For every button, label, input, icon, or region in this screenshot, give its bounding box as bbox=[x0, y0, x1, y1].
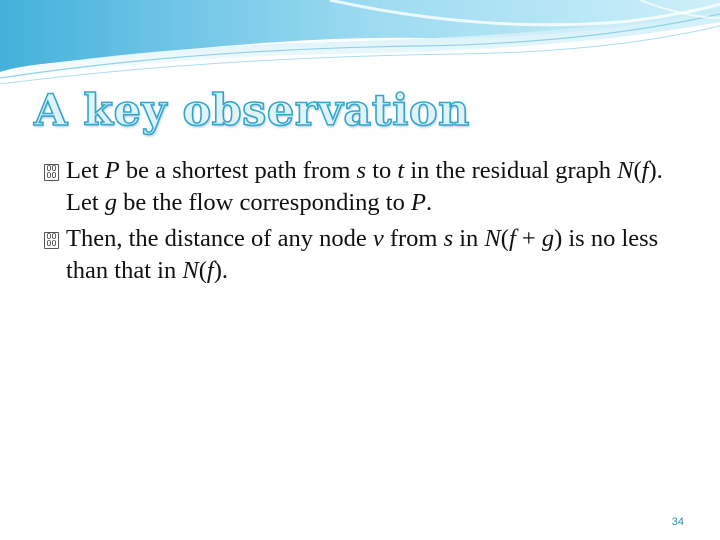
text-run: ) is no less than that in bbox=[66, 225, 659, 284]
page-number: 34 bbox=[671, 516, 684, 528]
slide-title: A key observation bbox=[34, 86, 470, 136]
text-run: be a shortest path from bbox=[119, 157, 357, 184]
math-symbol: N bbox=[484, 225, 501, 252]
math-symbol: f bbox=[641, 157, 649, 184]
math-symbol: t bbox=[397, 157, 405, 184]
bullet-text bbox=[66, 157, 663, 216]
text-run: from bbox=[383, 225, 444, 252]
math-symbol: f bbox=[508, 225, 516, 252]
math-symbol: s bbox=[356, 157, 367, 184]
math-symbol: s bbox=[443, 225, 454, 252]
text-run: ). Let bbox=[66, 157, 663, 216]
bullet-item bbox=[44, 223, 684, 287]
math-symbol: f bbox=[206, 257, 214, 284]
header-wave-decoration bbox=[0, 0, 720, 90]
math-symbol: P bbox=[410, 189, 426, 216]
missing-glyph-bullet-icon: 00 00 bbox=[44, 164, 59, 181]
math-symbol: N bbox=[182, 257, 199, 284]
text-run: in the residual graph bbox=[404, 157, 618, 184]
text-run: ( bbox=[633, 157, 642, 184]
missing-glyph-bullet-icon: 00 00 bbox=[44, 232, 59, 249]
text-run: ( bbox=[500, 225, 509, 252]
math-symbol: g bbox=[541, 225, 555, 252]
bullet-item bbox=[44, 155, 684, 219]
math-symbol: g bbox=[104, 189, 118, 216]
text-run: Let bbox=[66, 157, 105, 184]
math-symbol: P bbox=[104, 157, 120, 184]
text-run: + bbox=[515, 225, 542, 252]
text-run: to bbox=[366, 157, 398, 184]
text-run: ( bbox=[198, 257, 207, 284]
text-run: . bbox=[425, 189, 433, 216]
slide-body bbox=[44, 155, 684, 291]
math-symbol: N bbox=[617, 157, 634, 184]
text-run: ). bbox=[213, 257, 228, 284]
bullet-text bbox=[66, 225, 658, 284]
math-symbol: v bbox=[372, 225, 384, 252]
text-run: be the flow corresponding to bbox=[117, 189, 411, 216]
text-run: in bbox=[453, 225, 485, 252]
text-run: Then, the distance of any node bbox=[66, 225, 373, 252]
